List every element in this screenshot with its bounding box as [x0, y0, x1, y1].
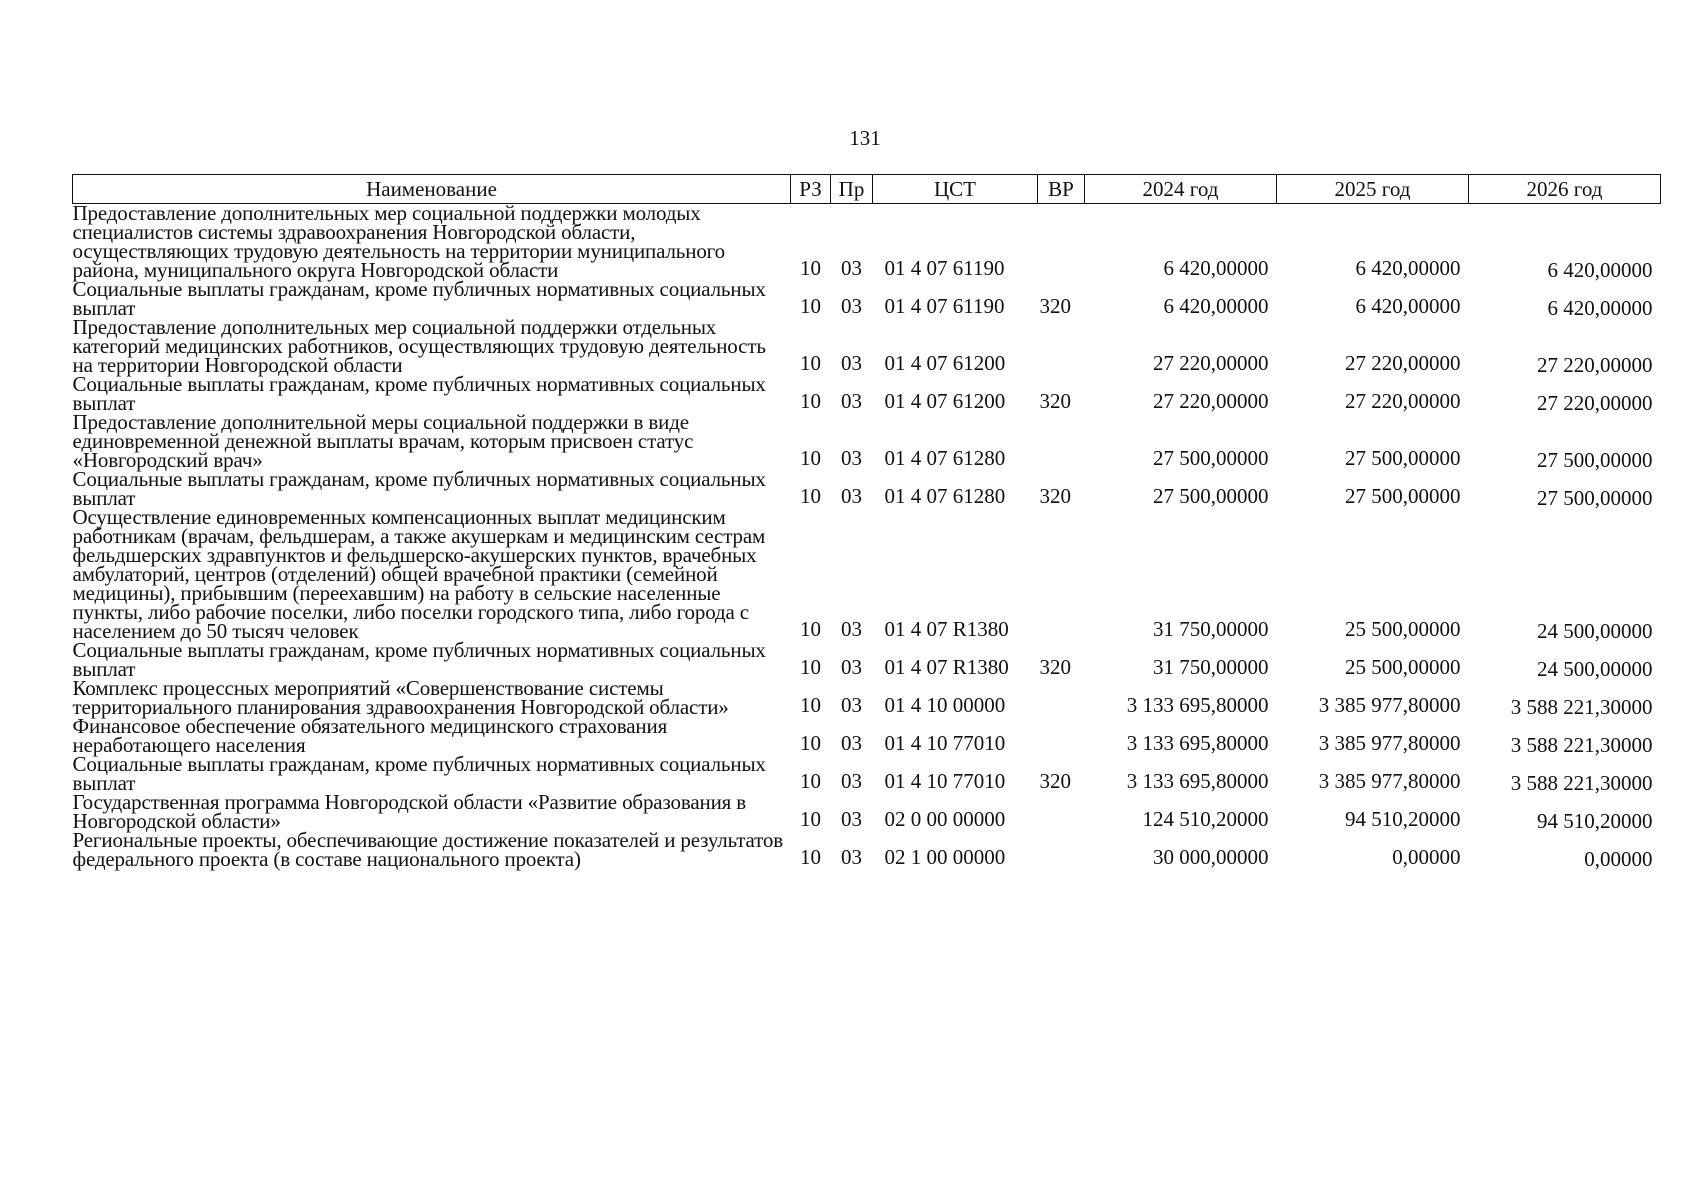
row-2024: 6 420,00000 — [1163, 294, 1269, 318]
row-2024: 3 133 695,80000 — [1126, 693, 1269, 717]
table-row — [73, 831, 1661, 869]
row-name: Социальные выплаты гражданам, кроме публичных нормативных социальных выплат — [72, 752, 766, 795]
row-2024: 124 510,20000 — [1142, 807, 1269, 831]
table-row — [73, 717, 1661, 755]
row-name: Социальные выплаты гражданам, кроме публичных нормативных социальных выплат — [72, 638, 766, 681]
row-rz: 10 — [800, 484, 821, 508]
row-name: Социальные выплаты гражданам, кроме публичных нормативных социальных выплат — [72, 372, 766, 415]
row-vr — [1038, 318, 1085, 375]
row-cst: 01 4 07 61280 — [884, 446, 1006, 470]
row-2025: 25 500,00000 — [1345, 655, 1461, 679]
row-2025: 0,00000 — [1392, 845, 1461, 869]
row-pr: 03 — [841, 731, 862, 755]
row-2024: 31 750,00000 — [1153, 617, 1269, 641]
table-row — [73, 470, 1661, 508]
table-header — [73, 175, 1661, 204]
row-vr — [1038, 204, 1085, 281]
row-cst: 02 1 00 00000 — [884, 845, 1006, 869]
row-rz: 10 — [800, 389, 821, 413]
row-2024: 27 220,00000 — [1153, 389, 1269, 413]
row-name: Предоставление дополнительных мер социальной поддержки молодых специалистов системы здравоохранения Новгородской области, осуществляющих трудовую деятельность на территории муниципального района, муниципального округа Новгородской области — [72, 201, 725, 282]
row-2026: 3 588 221,30000 — [1510, 733, 1653, 757]
row-2025: 94 510,20000 — [1345, 807, 1461, 831]
table-row — [73, 508, 1661, 641]
row-pr: 03 — [841, 256, 862, 280]
row-vr — [1038, 679, 1085, 717]
row-2026: 24 500,00000 — [1537, 619, 1653, 643]
row-2026: 6 420,00000 — [1547, 296, 1653, 320]
row-pr: 03 — [841, 389, 862, 413]
page-number: 131 — [849, 126, 881, 150]
row-cst: 02 0 00 00000 — [884, 807, 1006, 831]
row-name: Социальные выплаты гражданам, кроме публичных нормативных социальных выплат — [72, 467, 766, 510]
row-pr: 03 — [841, 845, 862, 869]
row-rz: 10 — [800, 731, 821, 755]
row-pr: 03 — [841, 351, 862, 375]
row-pr: 03 — [841, 807, 862, 831]
row-pr: 03 — [841, 294, 862, 318]
header-2024: 2024 год — [1085, 175, 1277, 204]
row-vr: 320 — [1039, 484, 1071, 508]
row-2025: 3 385 977,80000 — [1318, 769, 1461, 793]
row-2025: 27 500,00000 — [1345, 484, 1461, 508]
row-vr — [1038, 793, 1085, 831]
table-row — [73, 204, 1661, 281]
row-rz: 10 — [800, 693, 821, 717]
row-pr: 03 — [841, 484, 862, 508]
row-vr — [1038, 413, 1085, 470]
row-2024: 30 000,00000 — [1153, 845, 1269, 869]
row-name: Предоставление дополнительной меры социальной поддержки в виде единовременной денежной выплаты врачам, которым присвоен статус «Новгородский врач» — [72, 410, 694, 472]
row-2025: 3 385 977,80000 — [1318, 693, 1461, 717]
table-row — [73, 679, 1661, 717]
row-2026: 27 220,00000 — [1537, 391, 1653, 415]
row-vr: 320 — [1039, 389, 1071, 413]
row-pr: 03 — [841, 655, 862, 679]
row-vr: 320 — [1039, 769, 1071, 793]
row-2024: 3 133 695,80000 — [1126, 769, 1269, 793]
row-2026: 27 500,00000 — [1537, 486, 1653, 510]
row-2025: 3 385 977,80000 — [1318, 731, 1461, 755]
row-cst: 01 4 10 00000 — [884, 693, 1006, 717]
row-cst: 01 4 07 61200 — [884, 351, 1006, 375]
row-2026: 24 500,00000 — [1537, 657, 1653, 681]
row-2024: 27 500,00000 — [1153, 484, 1269, 508]
row-2025: 6 420,00000 — [1355, 256, 1461, 280]
row-name: Комплекс процессных мероприятий «Совершенствование системы территориального планирования здравоохранения Новгородской области» — [72, 676, 729, 719]
row-rz: 10 — [800, 256, 821, 280]
row-pr: 03 — [841, 693, 862, 717]
table-row — [73, 318, 1661, 375]
row-vr — [1038, 717, 1085, 755]
row-vr: 320 — [1039, 294, 1071, 318]
row-2024: 6 420,00000 — [1163, 256, 1269, 280]
row-rz: 10 — [800, 807, 821, 831]
table-row — [73, 413, 1661, 470]
row-cst: 01 4 10 77010 — [884, 769, 1006, 793]
row-2024: 27 500,00000 — [1153, 446, 1269, 470]
row-cst: 01 4 07 61190 — [884, 256, 1005, 280]
row-2025: 25 500,00000 — [1345, 617, 1461, 641]
budget-table — [72, 174, 1661, 869]
row-rz: 10 — [800, 446, 821, 470]
row-cst: 01 4 07 R1380 — [884, 617, 1009, 641]
row-rz: 10 — [800, 617, 821, 641]
table-row — [73, 755, 1661, 793]
row-pr: 03 — [841, 617, 862, 641]
row-2024: 27 220,00000 — [1153, 351, 1269, 375]
row-2026: 0,00000 — [1584, 847, 1653, 871]
row-cst: 01 4 07 R1380 — [884, 655, 1009, 679]
row-2025: 27 220,00000 — [1345, 389, 1461, 413]
row-2024: 31 750,00000 — [1153, 655, 1269, 679]
row-pr: 03 — [841, 769, 862, 793]
row-rz: 10 — [800, 655, 821, 679]
row-2025: 27 500,00000 — [1345, 446, 1461, 470]
row-name: Финансовое обеспечение обязательного медицинского страхования неработающего населения — [72, 714, 668, 757]
row-2026: 6 420,00000 — [1547, 258, 1653, 282]
row-vr — [1038, 508, 1085, 641]
table-body — [72, 201, 1661, 871]
table-row — [73, 280, 1661, 318]
row-cst: 01 4 07 61280 — [884, 484, 1006, 508]
row-2026: 94 510,20000 — [1537, 809, 1653, 833]
header-rz: РЗ — [791, 175, 831, 204]
row-vr — [1038, 831, 1085, 869]
row-name: Социальные выплаты гражданам, кроме публичных нормативных социальных выплат — [72, 277, 766, 320]
row-2026: 3 588 221,30000 — [1510, 771, 1653, 795]
row-rz: 10 — [800, 351, 821, 375]
row-name: Государственная программа Новгородской области «Развитие образования в Новгородской области» — [72, 790, 747, 833]
header-name: Наименование — [73, 175, 791, 204]
row-2025: 27 220,00000 — [1345, 351, 1461, 375]
row-cst: 01 4 10 77010 — [884, 731, 1006, 755]
row-name: Региональные проекты, обеспечивающие достижение показателей и результатов федерального проекта (в составе национального проекта) — [72, 828, 784, 871]
row-cst: 01 4 07 61190 — [884, 294, 1005, 318]
header-vr: ВР — [1038, 175, 1085, 204]
table-row — [73, 793, 1661, 831]
row-2026: 3 588 221,30000 — [1510, 695, 1653, 719]
row-2025: 6 420,00000 — [1355, 294, 1461, 318]
row-vr: 320 — [1039, 655, 1071, 679]
row-2026: 27 500,00000 — [1537, 448, 1653, 472]
header-cst: ЦСТ — [873, 175, 1038, 204]
header-pr: Пр — [831, 175, 873, 204]
row-name: Осуществление единовременных компенсационных выплат медицинским работникам (врачам, фельдшерам, а также акушеркам и медицинским сестрам фельдшерских здравпунктов и фельдшерско-акушерских пунктов, врачебных амбулаторий, центров (отделений) общей врачебной практики (семейной медицины), прибывшим (переехавшим) на работу в сельские населенные пункты, либо рабочие поселки, либо поселки городского типа, либо города с населением до 50 тысяч человек — [72, 505, 766, 643]
row-rz: 10 — [800, 845, 821, 869]
table-row — [73, 375, 1661, 413]
row-2026: 27 220,00000 — [1537, 353, 1653, 377]
header-2026: 2026 год — [1469, 175, 1661, 204]
row-cst: 01 4 07 61200 — [884, 389, 1006, 413]
table-row — [73, 641, 1661, 679]
row-name: Предоставление дополнительных мер социальной поддержки отдельных категорий медицинских работников, осуществляющих трудовую деятельность на территории Новгородской области — [72, 315, 766, 377]
header-2025: 2025 год — [1277, 175, 1469, 204]
row-rz: 10 — [800, 769, 821, 793]
row-pr: 03 — [841, 446, 862, 470]
row-rz: 10 — [800, 294, 821, 318]
row-2024: 3 133 695,80000 — [1126, 731, 1269, 755]
